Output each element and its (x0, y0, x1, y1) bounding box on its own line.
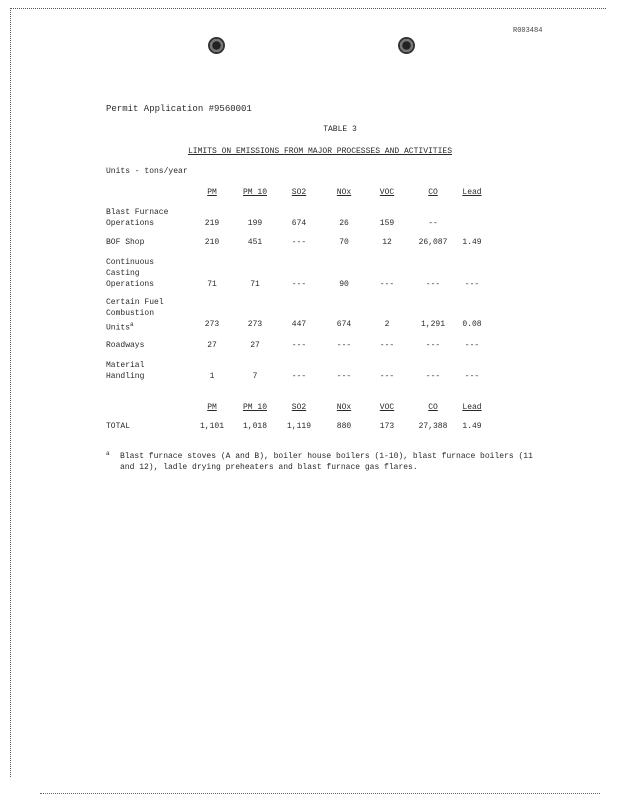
table-cell: --- (425, 372, 441, 381)
table-cell: --- (464, 372, 480, 381)
table-cell: 447 (291, 320, 307, 329)
units-line: Units - tons/year (106, 167, 188, 176)
table-cell: 880 (336, 422, 352, 431)
row-label: Roadways (106, 341, 145, 350)
table-cell: 1.49 (462, 422, 482, 431)
table-cell: --- (464, 280, 480, 289)
column-header: CO (428, 188, 438, 197)
table-cell: --- (425, 280, 441, 289)
table-cell: 2 (384, 320, 390, 329)
table-cell: 26 (339, 219, 349, 228)
row-label (106, 297, 164, 334)
row-label: Continuous Casting Operations (106, 258, 155, 289)
column-header: CO (428, 403, 438, 412)
table-cell: 27 (250, 341, 260, 350)
table-title: TABLE 3 (323, 125, 357, 134)
seal-left-icon (208, 37, 225, 54)
column-header: PM 10 (242, 188, 267, 197)
footnote-mark: a (106, 450, 110, 457)
column-header: PM (207, 403, 217, 412)
table-cell: 674 (336, 320, 352, 329)
row-label: Blast Furnace Operations (106, 208, 169, 228)
row-label-text: Certain Fuel Combustion Units (106, 298, 164, 333)
table-cell: 1,018 (242, 422, 267, 431)
table-cell: --- (291, 238, 307, 247)
footnote-mark: a (130, 321, 134, 328)
table-cell: --- (336, 372, 352, 381)
table-cell: --- (379, 280, 395, 289)
table-cell: 173 (379, 422, 395, 431)
table-cell: 70 (339, 238, 349, 247)
column-header: VOC (379, 188, 395, 197)
table-cell: 26,087 (418, 238, 448, 247)
seal-right-icon (398, 37, 415, 54)
table-cell: 7 (252, 372, 258, 381)
column-header: PM 10 (242, 403, 267, 412)
column-header: SO2 (291, 188, 307, 197)
table-cell: 159 (379, 219, 395, 228)
row-label: BOF Shop (106, 238, 145, 247)
table-cell: 273 (247, 320, 263, 329)
footnote-text: Blast furnace stoves (A and B), boiler house boilers (1-10), blast furnace boilers (11 and 12), ladle drying preheaters and blast furnace gas flares. (120, 452, 533, 472)
table-cell: 210 (204, 238, 220, 247)
table-cell: 27,388 (418, 422, 448, 431)
column-header: PM (207, 188, 217, 197)
table-cell: 1,291 (420, 320, 445, 329)
column-header: Lead (462, 403, 482, 412)
table-cell: 1 (209, 372, 215, 381)
table-cell: --- (379, 341, 395, 350)
table-cell: 1.49 (462, 238, 482, 247)
table-cell: --- (379, 372, 395, 381)
permit-application-line: Permit Application #9560001 (106, 104, 252, 114)
page-bottom-edge (40, 793, 600, 794)
row-label: Material Handling (106, 361, 145, 381)
table-cell: 71 (207, 280, 217, 289)
table-cell: --- (291, 280, 307, 289)
table-cell: --- (464, 341, 480, 350)
document-id: R003484 (513, 27, 543, 35)
column-header: NOx (336, 188, 352, 197)
column-header: NOx (336, 403, 352, 412)
table-cell: 1,101 (199, 422, 224, 431)
table-cell: --- (425, 341, 441, 350)
column-header: Lead (462, 188, 482, 197)
table-cell: 674 (291, 219, 307, 228)
table-cell: 12 (382, 238, 392, 247)
table-cell: 71 (250, 280, 260, 289)
table-cell: 90 (339, 280, 349, 289)
table-cell: -- (428, 219, 438, 228)
page-border (10, 8, 606, 777)
table-subtitle: LIMITS ON EMISSIONS FROM MAJOR PROCESSES AND ACTIVITIES (187, 147, 453, 156)
table-cell: 27 (207, 341, 217, 350)
column-header: VOC (379, 403, 395, 412)
table-cell: --- (291, 341, 307, 350)
table-cell: 451 (247, 238, 263, 247)
table-cell: --- (336, 341, 352, 350)
table-cell: --- (291, 372, 307, 381)
table-cell: 0.08 (462, 320, 482, 329)
column-header: SO2 (291, 403, 307, 412)
table-cell: 273 (204, 320, 220, 329)
table-cell: 199 (247, 219, 263, 228)
table-cell: 219 (204, 219, 220, 228)
row-label: TOTAL (106, 422, 131, 431)
table-cell: 1,119 (286, 422, 311, 431)
